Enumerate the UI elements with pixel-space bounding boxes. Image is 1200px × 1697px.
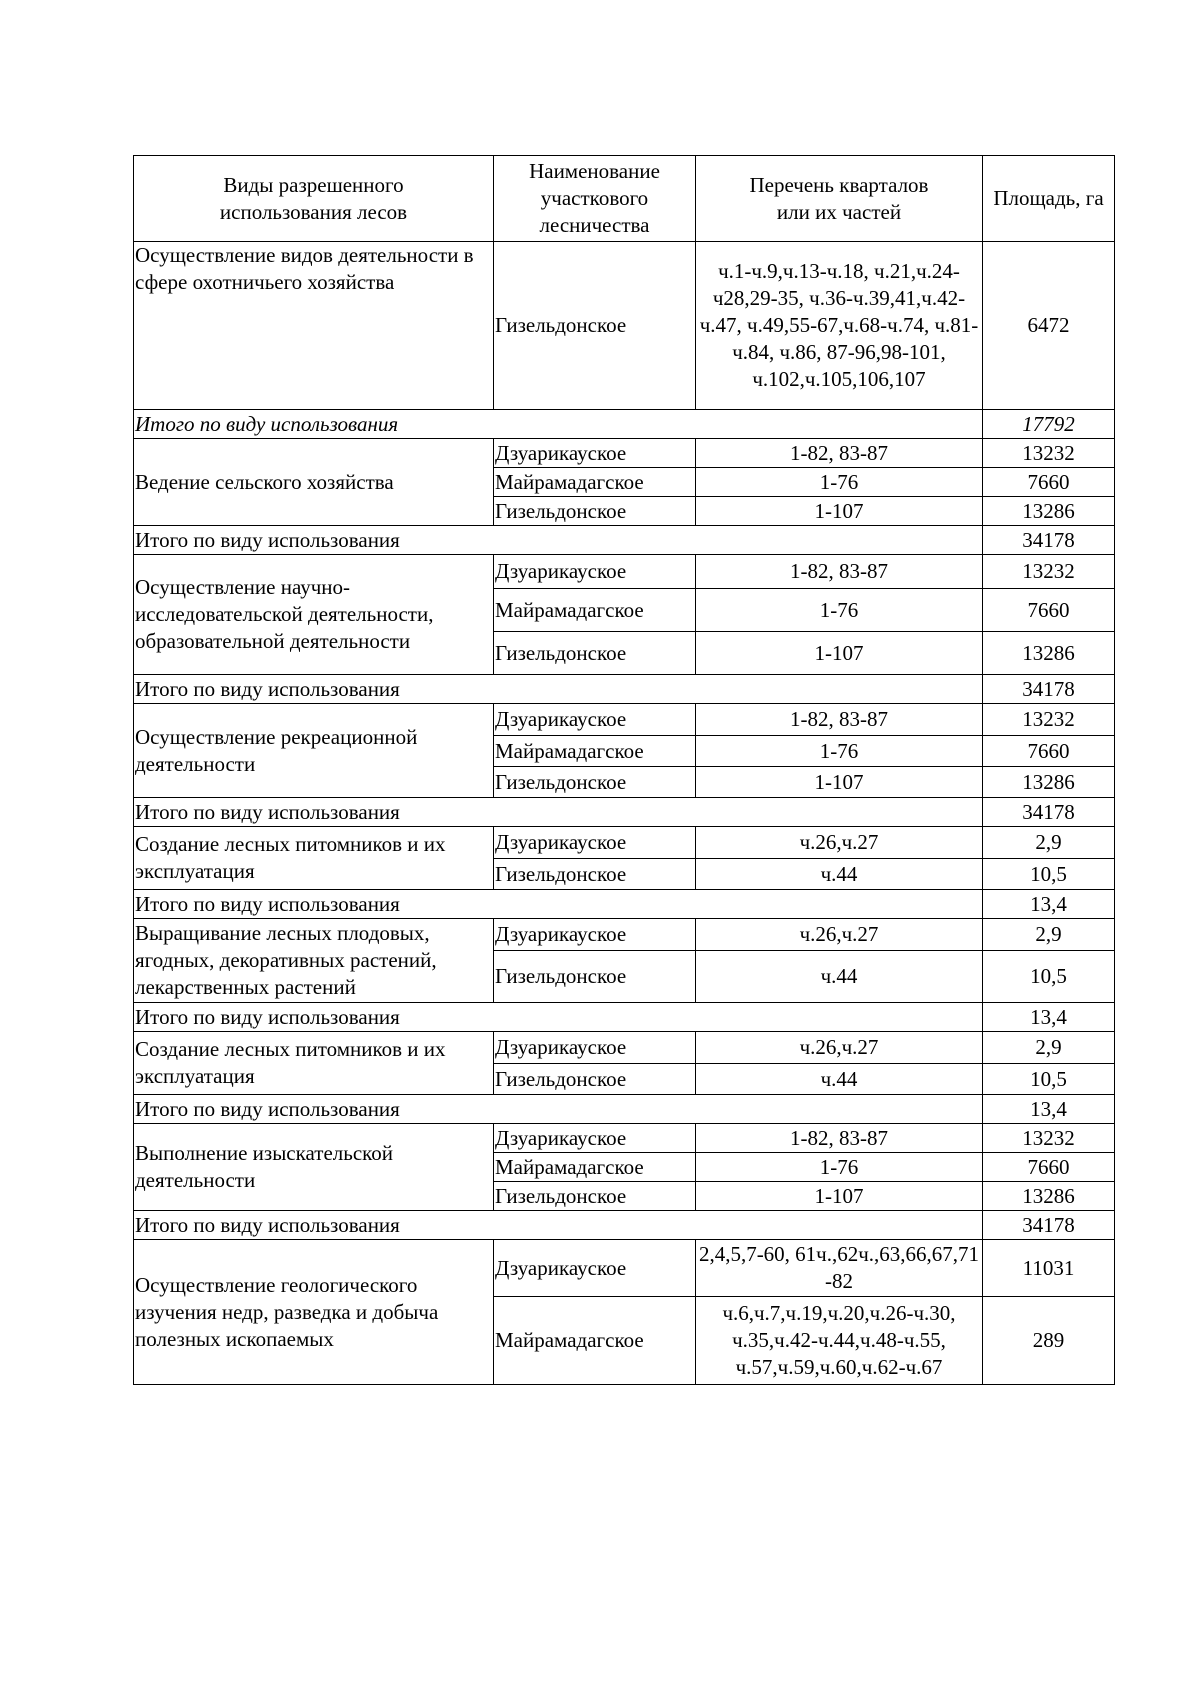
forestry-cell: Гизельдонское bbox=[494, 1182, 696, 1211]
forestry-cell: Дзуарикауское bbox=[494, 919, 696, 951]
area-cell: 2,9 bbox=[983, 1032, 1115, 1064]
table-row bbox=[134, 919, 1115, 951]
total-value: 34178 bbox=[983, 798, 1115, 827]
table-row bbox=[134, 1032, 1115, 1064]
forestry-cell: Майрамадагское bbox=[494, 736, 696, 767]
total-row bbox=[134, 1003, 1115, 1032]
quarters-cell: 1-107 bbox=[696, 632, 983, 675]
area-cell: 13232 bbox=[983, 439, 1115, 468]
use-type-cell: Осуществление рекреационной деятельности bbox=[134, 704, 494, 798]
quarters-cell: 2,4,5,7-60, 61ч.,62ч.,63,66,67,71 -82 bbox=[696, 1240, 983, 1297]
table-row bbox=[134, 1240, 1115, 1297]
total-label: Итого по виду использования bbox=[134, 1095, 983, 1124]
forestry-cell: Майрамадагское bbox=[494, 589, 696, 632]
forestry-cell: Гизельдонское bbox=[494, 632, 696, 675]
forest-use-table bbox=[133, 155, 1115, 1385]
area-cell: 7660 bbox=[983, 736, 1115, 767]
quarters-cell: 1-76 bbox=[696, 1153, 983, 1182]
total-label: Итого по виду использования bbox=[134, 1003, 983, 1032]
use-type-cell: Ведение сельского хозяйства bbox=[134, 439, 494, 526]
header-quarters: Перечень кварталов или их частей bbox=[696, 156, 983, 242]
total-label: Итого по виду использования bbox=[134, 410, 983, 439]
area-cell: 13286 bbox=[983, 497, 1115, 526]
quarters-cell: 1-107 bbox=[696, 767, 983, 798]
quarters-cell: 1-107 bbox=[696, 1182, 983, 1211]
quarters-cell: 1-82, 83-87 bbox=[696, 439, 983, 468]
table-row bbox=[134, 704, 1115, 736]
total-row bbox=[134, 675, 1115, 704]
header-row bbox=[134, 156, 1115, 242]
total-value: 17792 bbox=[983, 410, 1115, 439]
forestry-cell: Дзуарикауское bbox=[494, 704, 696, 736]
table-row bbox=[134, 439, 1115, 468]
quarters-cell: 1-82, 83-87 bbox=[696, 1124, 983, 1153]
use-type-cell: Создание лесных питомников и их эксплуатация bbox=[134, 1032, 494, 1095]
quarters-cell: ч.26,ч.27 bbox=[696, 1032, 983, 1064]
forestry-cell: Майрамадагское bbox=[494, 1297, 696, 1385]
quarters-cell: 1-76 bbox=[696, 736, 983, 767]
area-cell: 7660 bbox=[983, 1153, 1115, 1182]
forestry-cell: Гизельдонское bbox=[494, 497, 696, 526]
total-row bbox=[134, 1095, 1115, 1124]
forestry-cell: Дзуарикауское bbox=[494, 439, 696, 468]
table-row bbox=[134, 242, 1115, 410]
quarters-cell: ч.26,ч.27 bbox=[696, 827, 983, 859]
forestry-cell: Гизельдонское bbox=[494, 242, 696, 410]
forestry-cell: Майрамадагское bbox=[494, 1153, 696, 1182]
forestry-cell: Гизельдонское bbox=[494, 951, 696, 1003]
total-row bbox=[134, 798, 1115, 827]
quarters-cell: 1-82, 83-87 bbox=[696, 555, 983, 589]
header-forestry: Наименование участкового лесничества bbox=[494, 156, 696, 242]
table-row bbox=[134, 555, 1115, 589]
total-row bbox=[134, 890, 1115, 919]
area-cell: 10,5 bbox=[983, 1064, 1115, 1095]
area-cell: 7660 bbox=[983, 468, 1115, 497]
area-cell: 2,9 bbox=[983, 827, 1115, 859]
header-use: Виды разрешенного использования лесов bbox=[134, 156, 494, 242]
forestry-cell: Гизельдонское bbox=[494, 859, 696, 890]
table-row bbox=[134, 1124, 1115, 1153]
forestry-cell: Майрамадагское bbox=[494, 468, 696, 497]
total-label: Итого по виду использования bbox=[134, 675, 983, 704]
quarters-cell: 1-82, 83-87 bbox=[696, 704, 983, 736]
header-area: Площадь, га bbox=[983, 156, 1115, 242]
area-cell: 11031 bbox=[983, 1240, 1115, 1297]
total-value: 34178 bbox=[983, 526, 1115, 555]
use-type-cell: Выращивание лесных плодовых, ягодных, декоративных растений, лекарственных растений bbox=[134, 919, 494, 1003]
table-row bbox=[134, 827, 1115, 859]
use-type-cell: Создание лесных питомников и их эксплуатация bbox=[134, 827, 494, 890]
quarters-cell: ч.44 bbox=[696, 951, 983, 1003]
area-cell: 10,5 bbox=[983, 859, 1115, 890]
total-row bbox=[134, 1211, 1115, 1240]
forestry-cell: Дзуарикауское bbox=[494, 1124, 696, 1153]
area-cell: 6472 bbox=[983, 242, 1115, 410]
area-cell: 289 bbox=[983, 1297, 1115, 1385]
forestry-cell: Дзуарикауское bbox=[494, 827, 696, 859]
quarters-cell: ч.26,ч.27 bbox=[696, 919, 983, 951]
total-value: 34178 bbox=[983, 1211, 1115, 1240]
quarters-cell: 1-76 bbox=[696, 589, 983, 632]
area-cell: 2,9 bbox=[983, 919, 1115, 951]
total-label: Итого по виду использования bbox=[134, 798, 983, 827]
area-cell: 10,5 bbox=[983, 951, 1115, 1003]
quarters-cell: ч.44 bbox=[696, 1064, 983, 1095]
total-label: Итого по виду использования bbox=[134, 890, 983, 919]
forestry-cell: Дзуарикауское bbox=[494, 1032, 696, 1064]
total-row bbox=[134, 410, 1115, 439]
use-type-cell: Осуществление научно-исследовательской деятельности, образовательной деятельности bbox=[134, 555, 494, 675]
use-type-cell: Осуществление геологического изучения недр, разведка и добыча полезных ископаемых bbox=[134, 1240, 494, 1385]
quarters-cell: ч.6,ч.7,ч.19,ч.20,ч.26-ч.30, ч.35,ч.42-ч.44,ч.48-ч.55, ч.57,ч.59,ч.60,ч.62-ч.67 bbox=[696, 1297, 983, 1385]
forestry-cell: Дзуарикауское bbox=[494, 1240, 696, 1297]
area-cell: 13232 bbox=[983, 1124, 1115, 1153]
total-label: Итого по виду использования bbox=[134, 526, 983, 555]
area-cell: 13232 bbox=[983, 704, 1115, 736]
area-cell: 13286 bbox=[983, 767, 1115, 798]
area-cell: 7660 bbox=[983, 589, 1115, 632]
area-cell: 13286 bbox=[983, 1182, 1115, 1211]
use-type-cell: Осуществление видов деятельности в сфере охотничьего хозяйства bbox=[134, 242, 494, 410]
quarters-cell: ч.44 bbox=[696, 859, 983, 890]
forestry-cell: Гизельдонское bbox=[494, 1064, 696, 1095]
total-value: 13,4 bbox=[983, 1095, 1115, 1124]
quarters-cell: ч.1-ч.9,ч.13-ч.18, ч.21,ч.24-ч28,29-35, ч.36-ч.39,41,ч.42-ч.47, ч.49,55-67,ч.68-ч.74, ч.81-ч.84, ч.86, 87-96,98-101, ч.102,ч.105,106,107 bbox=[696, 242, 983, 410]
forestry-cell: Гизельдонское bbox=[494, 767, 696, 798]
total-row bbox=[134, 526, 1115, 555]
total-label: Итого по виду использования bbox=[134, 1211, 983, 1240]
area-cell: 13286 bbox=[983, 632, 1115, 675]
quarters-cell: 1-76 bbox=[696, 468, 983, 497]
area-cell: 13232 bbox=[983, 555, 1115, 589]
total-value: 34178 bbox=[983, 675, 1115, 704]
forestry-cell: Дзуарикауское bbox=[494, 555, 696, 589]
quarters-cell: 1-107 bbox=[696, 497, 983, 526]
use-type-cell: Выполнение изыскательской деятельности bbox=[134, 1124, 494, 1211]
total-value: 13,4 bbox=[983, 890, 1115, 919]
total-value: 13,4 bbox=[983, 1003, 1115, 1032]
